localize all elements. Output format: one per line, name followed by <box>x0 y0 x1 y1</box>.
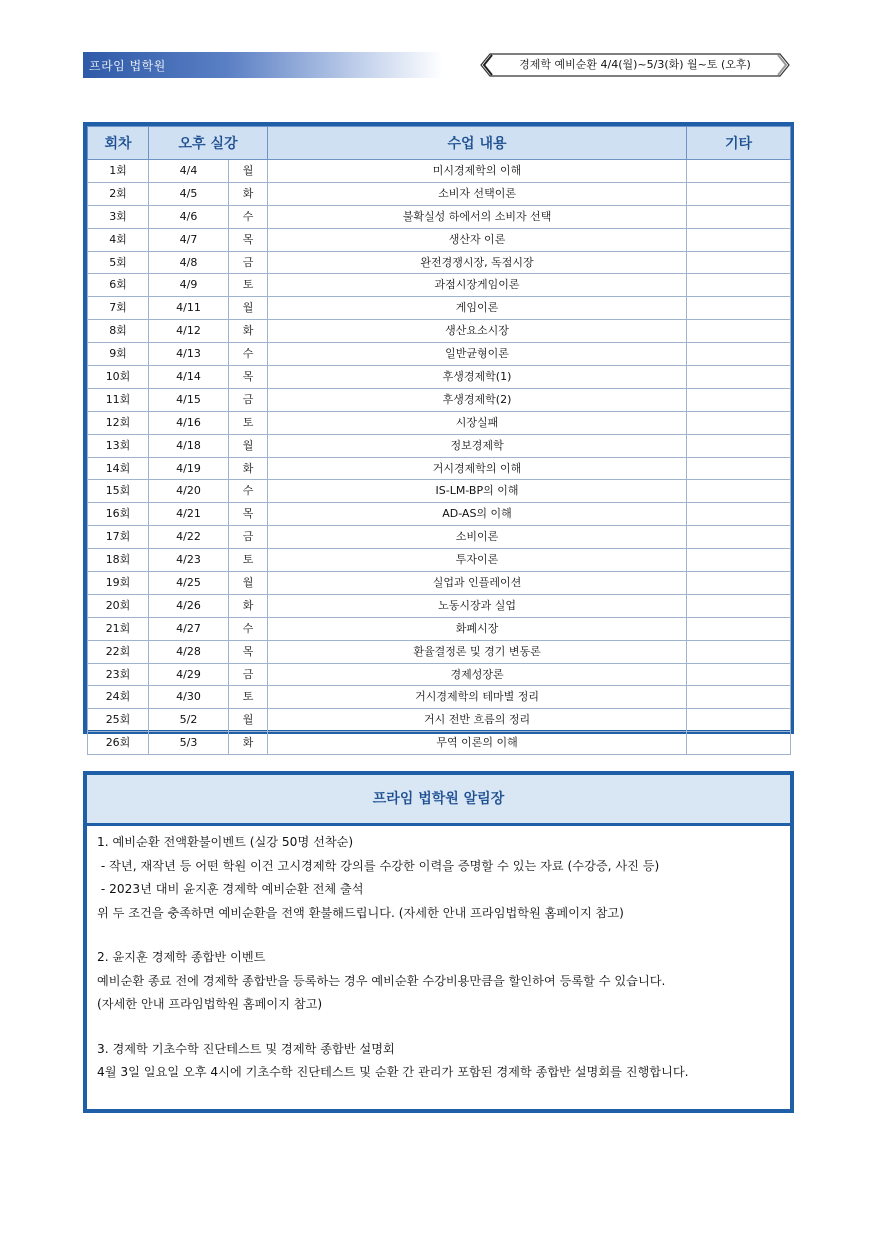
etc-cell <box>687 526 791 549</box>
etc-cell <box>687 686 791 709</box>
schedule-header-row <box>88 127 791 160</box>
date-cell: 4/18 <box>149 434 229 457</box>
session-cell: 5회 <box>88 251 149 274</box>
table-row <box>88 640 791 663</box>
course-title: 경제학 예비순환 4/4(월)~5/3(화) 월~토 (오후) <box>519 58 751 71</box>
date-cell: 4/11 <box>149 297 229 320</box>
table-row <box>88 686 791 709</box>
content-cell: 소비이론 <box>268 526 687 549</box>
session-cell: 22회 <box>88 640 149 663</box>
content-cell: 일반균형이론 <box>268 343 687 366</box>
table-row <box>88 205 791 228</box>
content-cell: 무역 이론의 이해 <box>268 732 687 755</box>
table-row <box>88 617 791 640</box>
date-cell: 4/21 <box>149 503 229 526</box>
weekday-cell: 화 <box>229 182 268 205</box>
notice-line: 예비순환 종료 전에 경제학 종합반을 등록하는 경우 예비순환 수강비용만큼을 할인하여 등록할 수 있습니다. <box>97 973 666 988</box>
weekday-cell: 토 <box>229 686 268 709</box>
content-cell: 실업과 인플레이션 <box>268 572 687 595</box>
weekday-cell: 화 <box>229 594 268 617</box>
weekday-cell: 수 <box>229 617 268 640</box>
session-cell: 9회 <box>88 343 149 366</box>
session-cell: 2회 <box>88 182 149 205</box>
etc-cell <box>687 594 791 617</box>
session-cell: 4회 <box>88 228 149 251</box>
date-cell: 4/13 <box>149 343 229 366</box>
date-cell: 4/15 <box>149 388 229 411</box>
content-cell: 화폐시장 <box>268 617 687 640</box>
table-row <box>88 594 791 617</box>
session-cell: 8회 <box>88 320 149 343</box>
table-row <box>88 526 791 549</box>
etc-cell <box>687 182 791 205</box>
table-row <box>88 343 791 366</box>
session-cell: 7회 <box>88 297 149 320</box>
session-cell: 15회 <box>88 480 149 503</box>
course-banner <box>480 53 790 77</box>
date-cell: 4/4 <box>149 160 229 183</box>
date-cell: 4/30 <box>149 686 229 709</box>
session-cell: 25회 <box>88 709 149 732</box>
weekday-cell: 목 <box>229 228 268 251</box>
content-cell: 거시경제학의 이해 <box>268 457 687 480</box>
etc-cell <box>687 663 791 686</box>
content-cell: 후생경제학(1) <box>268 366 687 389</box>
table-row <box>88 732 791 755</box>
date-cell: 4/27 <box>149 617 229 640</box>
etc-cell <box>687 411 791 434</box>
notice-line: - 작년, 재작년 등 어떤 학원 이건 고시경제학 강의를 수강한 이력을 증명할 수 있는 자료 (수강증, 사진 등) <box>97 858 660 873</box>
table-row <box>88 366 791 389</box>
session-cell: 21회 <box>88 617 149 640</box>
date-cell: 4/19 <box>149 457 229 480</box>
table-row <box>88 411 791 434</box>
etc-cell <box>687 366 791 389</box>
etc-cell <box>687 343 791 366</box>
content-cell: 불확실성 하에서의 소비자 선택 <box>268 205 687 228</box>
date-cell: 4/25 <box>149 572 229 595</box>
table-row <box>88 434 791 457</box>
date-cell: 4/6 <box>149 205 229 228</box>
etc-cell <box>687 205 791 228</box>
date-cell: 4/5 <box>149 182 229 205</box>
etc-cell <box>687 709 791 732</box>
etc-cell <box>687 228 791 251</box>
session-cell: 14회 <box>88 457 149 480</box>
session-cell: 16회 <box>88 503 149 526</box>
weekday-cell: 목 <box>229 503 268 526</box>
notice-line: 위 두 조건을 충족하면 예비순환을 전액 환불해드립니다. (자세한 안내 프라임법학원 홈페이지 참고) <box>97 905 624 920</box>
session-cell: 20회 <box>88 594 149 617</box>
table-row <box>88 160 791 183</box>
date-cell: 4/7 <box>149 228 229 251</box>
etc-cell <box>687 434 791 457</box>
session-cell: 19회 <box>88 572 149 595</box>
date-cell: 4/16 <box>149 411 229 434</box>
date-cell: 4/12 <box>149 320 229 343</box>
weekday-cell: 목 <box>229 366 268 389</box>
weekday-cell: 월 <box>229 297 268 320</box>
session-cell: 13회 <box>88 434 149 457</box>
content-cell: 생산요소시장 <box>268 320 687 343</box>
session-cell: 23회 <box>88 663 149 686</box>
etc-cell <box>687 549 791 572</box>
weekday-cell: 토 <box>229 411 268 434</box>
date-cell: 4/26 <box>149 594 229 617</box>
etc-cell <box>687 388 791 411</box>
weekday-cell: 수 <box>229 480 268 503</box>
weekday-cell: 화 <box>229 457 268 480</box>
date-cell: 5/3 <box>149 732 229 755</box>
weekday-cell: 수 <box>229 343 268 366</box>
content-cell: 정보경제학 <box>268 434 687 457</box>
notice-line: 3. 경제학 기초수학 진단테스트 및 경제학 종합반 설명회 <box>97 1041 395 1056</box>
date-cell: 4/9 <box>149 274 229 297</box>
weekday-cell: 월 <box>229 160 268 183</box>
content-cell: 경제성장론 <box>268 663 687 686</box>
content-cell: 과점시장게임이론 <box>268 274 687 297</box>
date-cell: 4/23 <box>149 549 229 572</box>
etc-cell <box>687 297 791 320</box>
session-cell: 3회 <box>88 205 149 228</box>
table-row <box>88 572 791 595</box>
date-cell: 4/20 <box>149 480 229 503</box>
notice-line: 4월 3일 일요일 오후 4시에 기초수학 진단테스트 및 순환 간 관리가 포함된 경제학 종합반 설명회를 진행합니다. <box>97 1065 689 1079</box>
notice-title: 프라임 법학원 알림장 <box>87 775 790 826</box>
content-cell: 게임이론 <box>268 297 687 320</box>
etc-cell <box>687 457 791 480</box>
weekday-cell: 목 <box>229 640 268 663</box>
table-row <box>88 480 791 503</box>
table-row <box>88 503 791 526</box>
weekday-cell: 토 <box>229 274 268 297</box>
date-cell: 5/2 <box>149 709 229 732</box>
col-session: 회차 <box>88 127 149 160</box>
table-row <box>88 320 791 343</box>
weekday-cell: 금 <box>229 388 268 411</box>
content-cell: 후생경제학(2) <box>268 388 687 411</box>
weekday-cell: 월 <box>229 434 268 457</box>
session-cell: 18회 <box>88 549 149 572</box>
etc-cell <box>687 160 791 183</box>
schedule-table <box>83 122 794 750</box>
etc-cell <box>687 320 791 343</box>
table-row <box>88 251 791 274</box>
table-row <box>88 297 791 320</box>
content-cell: 환율결정론 및 경기 변동론 <box>268 640 687 663</box>
etc-cell <box>687 503 791 526</box>
weekday-cell: 금 <box>229 663 268 686</box>
notice-line: 2. 윤지훈 경제학 종합반 이벤트 <box>97 950 266 964</box>
etc-cell <box>687 732 791 755</box>
table-row <box>88 228 791 251</box>
etc-cell <box>687 480 791 503</box>
table-row <box>88 663 791 686</box>
session-cell: 1회 <box>88 160 149 183</box>
date-cell: 4/8 <box>149 251 229 274</box>
session-cell: 24회 <box>88 686 149 709</box>
col-lecture-date: 오후 실강 <box>149 127 268 160</box>
table-row <box>88 457 791 480</box>
weekday-cell: 월 <box>229 572 268 595</box>
table-row <box>88 388 791 411</box>
content-cell: 거시경제학의 테마별 정리 <box>268 686 687 709</box>
content-cell: AD-AS의 이해 <box>268 503 687 526</box>
section-gap <box>97 1017 784 1038</box>
notice-box <box>83 771 794 1113</box>
table-row <box>88 274 791 297</box>
session-cell: 17회 <box>88 526 149 549</box>
notice-line: (자세한 안내 프라임법학원 홈페이지 참고) <box>97 997 323 1011</box>
content-cell: IS-LM-BP의 이해 <box>268 480 687 503</box>
notice-line: - 2023년 대비 윤지훈 경제학 예비순환 전체 출석 <box>97 882 364 896</box>
content-cell: 생산자 이론 <box>268 228 687 251</box>
date-cell: 4/22 <box>149 526 229 549</box>
etc-cell <box>687 572 791 595</box>
weekday-cell: 화 <box>229 320 268 343</box>
content-cell: 미시경제학의 이해 <box>268 160 687 183</box>
section-gap <box>97 925 784 946</box>
col-content: 수업 내용 <box>268 127 687 160</box>
date-cell: 4/28 <box>149 640 229 663</box>
etc-cell <box>687 251 791 274</box>
session-cell: 26회 <box>88 732 149 755</box>
table-row <box>88 549 791 572</box>
content-cell: 소비자 선택이론 <box>268 182 687 205</box>
notice-line: 1. 예비순환 전액환불이벤트 (실강 50명 선착순) <box>97 835 354 849</box>
date-cell: 4/29 <box>149 663 229 686</box>
notice-body <box>97 831 784 1085</box>
weekday-cell: 금 <box>229 526 268 549</box>
session-cell: 11회 <box>88 388 149 411</box>
etc-cell <box>687 274 791 297</box>
date-cell: 4/14 <box>149 366 229 389</box>
weekday-cell: 화 <box>229 732 268 755</box>
weekday-cell: 월 <box>229 709 268 732</box>
session-cell: 6회 <box>88 274 149 297</box>
weekday-cell: 금 <box>229 251 268 274</box>
etc-cell <box>687 617 791 640</box>
table-row <box>88 182 791 205</box>
content-cell: 노동시장과 실업 <box>268 594 687 617</box>
table-row <box>88 709 791 732</box>
col-etc: 기타 <box>687 127 791 160</box>
etc-cell <box>687 640 791 663</box>
brand-label: 프라임 법학원 <box>89 59 166 73</box>
weekday-cell: 수 <box>229 205 268 228</box>
content-cell: 완전경쟁시장, 독점시장 <box>268 251 687 274</box>
session-cell: 10회 <box>88 366 149 389</box>
content-cell: 투자이론 <box>268 549 687 572</box>
content-cell: 시장실패 <box>268 411 687 434</box>
session-cell: 12회 <box>88 411 149 434</box>
weekday-cell: 토 <box>229 549 268 572</box>
content-cell: 거시 전반 흐름의 정리 <box>268 709 687 732</box>
